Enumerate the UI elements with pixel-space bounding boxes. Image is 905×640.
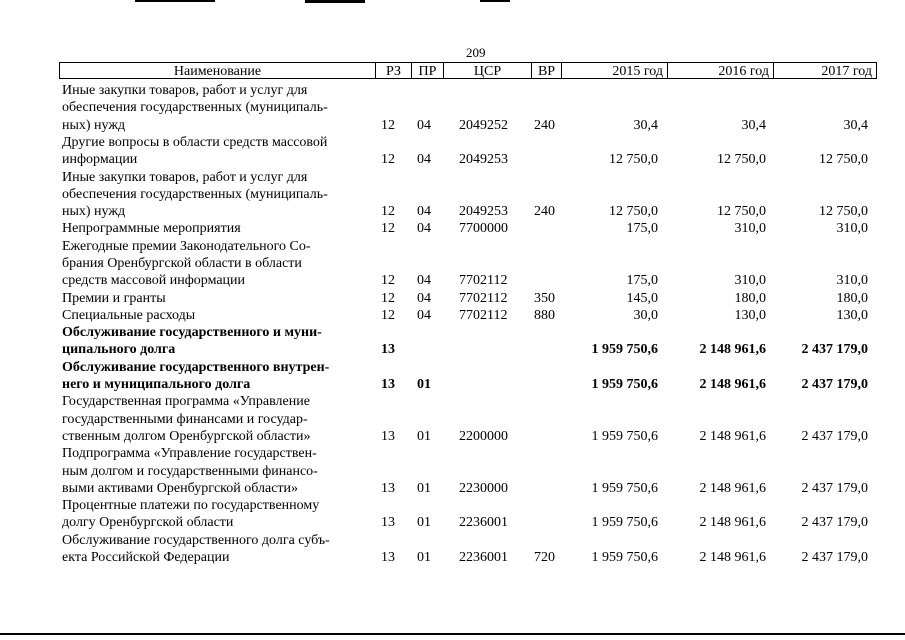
row-pr: 01 <box>417 550 431 566</box>
row-2016: 2 148 961,6 <box>699 428 766 444</box>
row-2015: 1 959 750,6 <box>591 515 658 531</box>
row-pr: 04 <box>417 117 431 133</box>
row-name <box>62 445 362 497</box>
row-name-line: ципального долга <box>62 342 176 358</box>
row-name-line: Иные закупки товаров, работ и услуг для <box>62 169 308 185</box>
row-name-line: Специальные расходы <box>62 307 196 323</box>
row-name-line: Подпрограмма «Управление государствен- <box>62 446 317 462</box>
row-2015: 1 959 750,6 <box>591 480 658 496</box>
row-name-line: Премии и гранты <box>62 290 166 306</box>
table-row <box>0 497 905 532</box>
row-2015: 30,4 <box>633 117 658 133</box>
row-2017: 2 437 179,0 <box>801 428 868 444</box>
row-2015: 1 959 750,6 <box>591 550 658 566</box>
row-pr: 01 <box>417 428 431 444</box>
row-pr: 01 <box>417 515 431 531</box>
row-2017: 310,0 <box>836 273 868 289</box>
row-rz: 13 <box>381 342 395 358</box>
row-csr: 7702112 <box>459 273 508 289</box>
row-name-line: Обслуживание государственного внутрен- <box>62 359 330 375</box>
table-row <box>0 324 905 359</box>
table-row <box>0 169 905 221</box>
row-name-line: екта Российской Федерации <box>62 550 230 566</box>
row-name-line: Процентные платежи по государственному <box>62 498 320 514</box>
row-name-line: Обслуживание государственного долга субъ- <box>62 532 330 548</box>
row-name-line: средств массовой информации <box>62 273 246 289</box>
row-2016: 130,0 <box>734 307 766 323</box>
row-2016: 180,0 <box>734 290 766 306</box>
header-name: Наименование <box>59 62 375 79</box>
row-2015: 12 750,0 <box>609 204 658 220</box>
row-name-line: Непрограммные мероприятия <box>62 221 241 237</box>
row-vr: 240 <box>534 117 555 133</box>
row-name-line: Обслуживание государственного и муни- <box>62 325 322 341</box>
row-2017: 12 750,0 <box>819 204 868 220</box>
row-rz: 13 <box>381 515 395 531</box>
row-pr: 01 <box>417 480 431 496</box>
row-pr: 01 <box>417 377 431 393</box>
row-2015: 145,0 <box>626 290 658 306</box>
scan-mark-top-left <box>135 0 215 2</box>
row-rz: 13 <box>381 377 395 393</box>
row-name-line: Государственная программа «Управление <box>62 394 310 410</box>
row-name-line: ственным долгом Оренбургской области» <box>62 428 311 444</box>
row-2017: 2 437 179,0 <box>801 480 868 496</box>
row-rz: 12 <box>381 221 395 237</box>
header-pr: ПР <box>411 62 443 79</box>
header-csr: ЦСР <box>443 62 531 79</box>
row-2017: 2 437 179,0 <box>801 342 868 358</box>
row-csr: 2049253 <box>459 204 508 220</box>
row-rz: 13 <box>381 480 395 496</box>
table-row <box>0 290 905 307</box>
row-name-line: долгу Оренбургской области <box>62 515 234 531</box>
table-row <box>0 82 905 134</box>
row-name-line: государственными финансами и государ- <box>62 411 308 427</box>
row-pr: 04 <box>417 307 431 323</box>
row-2016: 30,4 <box>741 117 766 133</box>
row-name-line: Иные закупки товаров, работ и услуг для <box>62 83 308 98</box>
table-row <box>0 238 905 290</box>
row-pr: 04 <box>417 204 431 220</box>
page-bottom-edge <box>0 633 905 635</box>
row-name <box>62 532 362 567</box>
row-name-line: ных) нужд <box>62 204 126 220</box>
row-name-line: выми активами Оренбургской области» <box>62 480 299 496</box>
header-2016: 2016 год <box>667 62 773 79</box>
row-name <box>62 169 362 221</box>
row-vr: 240 <box>534 204 555 220</box>
row-2016: 2 148 961,6 <box>699 515 766 531</box>
row-2016: 310,0 <box>734 273 766 289</box>
row-name-line: ных) нужд <box>62 117 126 133</box>
row-2017: 180,0 <box>836 290 868 306</box>
row-2015: 1 959 750,6 <box>591 428 658 444</box>
row-2016: 2 148 961,6 <box>699 377 766 393</box>
row-pr: 04 <box>417 290 431 306</box>
header-rz: РЗ <box>375 62 411 79</box>
row-name-line: брания Оренбургской области в области <box>62 255 302 271</box>
page-number: 209 <box>466 45 486 60</box>
row-name-line: обеспечения государственных (муниципаль- <box>62 186 328 202</box>
row-2016: 2 148 961,6 <box>699 342 766 358</box>
row-rz: 12 <box>381 204 395 220</box>
row-name <box>62 82 362 134</box>
row-name-line: Другие вопросы в области средств массовой <box>62 134 328 150</box>
row-2017: 2 437 179,0 <box>801 377 868 393</box>
row-2016: 310,0 <box>734 221 766 237</box>
row-name <box>62 393 362 445</box>
row-rz: 13 <box>381 550 395 566</box>
row-name <box>62 134 362 169</box>
row-name-line: информации <box>62 152 138 168</box>
row-csr: 2236001 <box>459 550 508 566</box>
scan-mark-top-right <box>480 0 510 2</box>
header-2017: 2017 год <box>773 62 877 79</box>
table-header <box>59 62 877 80</box>
header-2015: 2015 год <box>561 62 667 79</box>
row-csr: 2049253 <box>459 152 508 168</box>
table-row <box>0 307 905 324</box>
row-pr: 04 <box>417 221 431 237</box>
table-row <box>0 134 905 169</box>
row-2015: 175,0 <box>626 273 658 289</box>
row-2016: 12 750,0 <box>717 204 766 220</box>
row-rz: 12 <box>381 117 395 133</box>
row-vr: 720 <box>534 550 555 566</box>
row-name-line: ным долгом и государственными финансо- <box>62 463 318 479</box>
row-csr: 7702112 <box>459 290 508 306</box>
row-csr: 7700000 <box>459 221 508 237</box>
row-csr: 2230000 <box>459 480 508 496</box>
row-2017: 2 437 179,0 <box>801 550 868 566</box>
row-name <box>62 290 362 307</box>
table-row <box>0 393 905 445</box>
row-rz: 12 <box>381 307 395 323</box>
row-name <box>62 324 362 359</box>
row-2017: 130,0 <box>836 307 868 323</box>
row-2015: 175,0 <box>626 221 658 237</box>
row-name <box>62 307 362 324</box>
table-row <box>0 532 905 567</box>
row-rz: 12 <box>381 152 395 168</box>
row-pr: 04 <box>417 273 431 289</box>
row-2015: 1 959 750,6 <box>591 377 658 393</box>
row-2017: 12 750,0 <box>819 152 868 168</box>
header-vr: ВР <box>531 62 561 79</box>
row-rz: 12 <box>381 290 395 306</box>
row-name <box>62 238 362 290</box>
row-2015: 1 959 750,6 <box>591 342 658 358</box>
row-2016: 2 148 961,6 <box>699 550 766 566</box>
row-rz: 12 <box>381 273 395 289</box>
row-rz: 13 <box>381 428 395 444</box>
row-2017: 2 437 179,0 <box>801 515 868 531</box>
row-2016: 2 148 961,6 <box>699 480 766 496</box>
table-row <box>0 445 905 497</box>
row-csr: 2236001 <box>459 515 508 531</box>
row-csr: 2200000 <box>459 428 508 444</box>
row-name <box>62 359 362 394</box>
row-pr: 04 <box>417 152 431 168</box>
row-vr: 880 <box>534 307 555 323</box>
row-name <box>62 497 362 532</box>
row-name-line: обеспечения государственных (муниципаль- <box>62 100 328 116</box>
row-2015: 30,0 <box>633 307 658 323</box>
row-2015: 12 750,0 <box>609 152 658 168</box>
row-name-line: Ежегодные премии Законодательного Со- <box>62 238 311 254</box>
row-2017: 310,0 <box>836 221 868 237</box>
row-vr: 350 <box>534 290 555 306</box>
row-name <box>62 220 362 237</box>
row-csr: 2049252 <box>459 117 508 133</box>
table-row <box>0 220 905 237</box>
row-2016: 12 750,0 <box>717 152 766 168</box>
scan-mark-top-center <box>305 0 365 3</box>
table-row <box>0 359 905 394</box>
row-csr: 7702112 <box>459 307 508 323</box>
row-name-line: него и муниципального долга <box>62 377 251 393</box>
row-2017: 30,4 <box>843 117 868 133</box>
